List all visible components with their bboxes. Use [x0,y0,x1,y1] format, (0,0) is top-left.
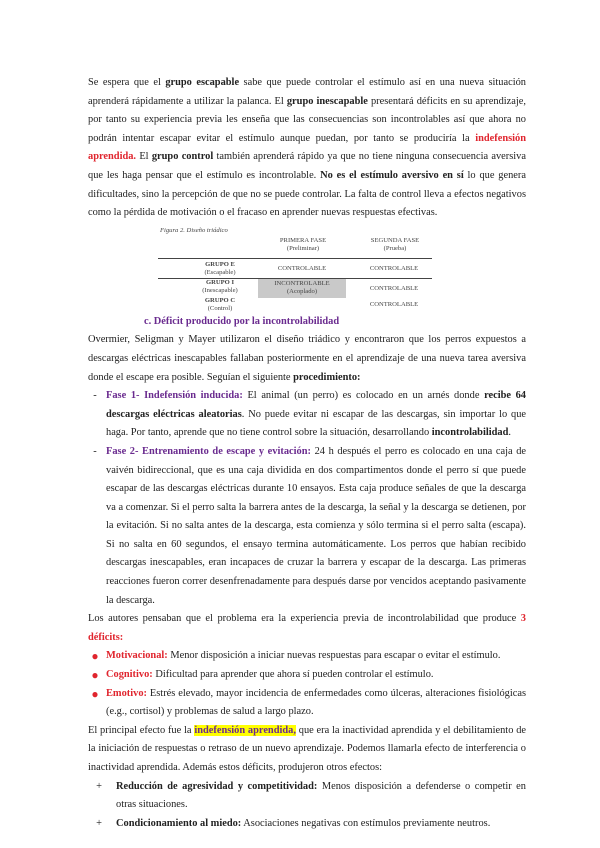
section-heading: c. Déficit producido por la incontrolabilidad [144,315,340,327]
column-header-phase1: PRIMERA FASE (Preliminar) [279,236,327,252]
list-item-fear-conditioning: + Condicionamiento al miedo: Asociaciones negativas con estímulos previamente neutros. [88,815,526,834]
bold-term: grupo inescapable [286,95,368,107]
table-rule [158,258,432,259]
paragraph-intro: Overmier, Seligman y Mayer utilizaron el diseño triádico y encontraron que los perros expuestos a descargas eléctricas inescapables fallaban posteriormente en el aprendizaje de una nueva tarea aversiva donde el escape era posible. Seguían el siguiente procedimiento: [88,334,526,383]
bullet-icon: ● [91,649,99,664]
bullet-icon: ● [91,686,99,701]
plus-marker: + [96,817,102,829]
text: sabe que puede controlar el estímulo así en una nueva situación aprenderá rápidamente a utilizar la palanca. El [88,77,526,107]
bold-term: grupo control [151,151,214,163]
list-item-aggressiveness: + Reducción de agresividad y competitividad: Menos disposición a defenderse o competir en otras situaciones. [88,778,526,815]
row-label-group-c: GRUPO C (Control) [204,296,236,312]
plus-marker: + [96,780,102,792]
highlight-term: indefensión aprendida. [88,132,526,163]
list-item-cognitive: ● Cognitivo: Dificultad para aprender que ahora sí pueden controlar el estímulo. [88,666,526,685]
text: El [136,151,152,163]
cell-controlable: CONTROLABLE [369,264,419,272]
text: Se espera que el [88,77,166,88]
text: también aprenderá rápido ya que no tiene ninguna consecuencia aversiva que les haga pensar que el estímulo es incontrolable. [88,151,526,181]
bullet-icon: ● [91,668,99,683]
paragraph-main-effect: El principal efecto fue la indefensión aprendida, que era la inactividad aprendida y el debilitamiento de la iniciación de respuestas o retraso de un nuevo aprendizaje. Podemos llamarla efecto de interferencia o inactividad aprendida. Además estos déficits, produjeron otros efectos: [88,724,526,773]
cell-controlable: CONTROLABLE [369,300,419,308]
dash-marker: - [93,390,97,402]
row-label-group-i: GRUPO I (Inescapable) [202,278,238,294]
text: lo que genera dificultades, sino la percepción de que no se puede controlar. La falta de control lleva a efectos negativos como la pérdida de motivación o el fracaso en aprender nuevas respuestas efectivas. [88,169,526,219]
cell-controlable: CONTROLABLE [277,264,327,272]
list-item-emotive: ● Emotivo: Estrés elevado, mayor incidencia de enfermedades como úlceras, alteraciones fisiológicas (e.g., cortisol) y problemas de salud a largo plazo. [88,685,526,722]
list-item-motivational: ● Motivacional: Menor disposición a iniciar nuevas respuestas para escapar o evitar el estímulo. [88,647,526,666]
bold-term: grupo escapable [165,77,240,88]
cell-controlable: CONTROLABLE [369,284,419,292]
document-page [88,74,526,833]
dash-marker: - [93,445,97,457]
column-header-phase2: SEGUNDA FASE (Prueba) [370,236,420,252]
bold-term: No es el estímulo aversivo en sí [320,169,464,181]
list-item-phase2: - Fase 2- Entrenamiento de escape y evitación: 24 h después el perro es colocado en una caja de vaivén bidireccional, que es una caja dividida en dos compartimentos donde el perro sí que puede escapar de las descargas eléctricas durante 10 ensayos. Esta caja produce señales de que la descarga va a comenzar. Si el perro salta la barrera antes de la descarga, la señal y la descarga se detienen, por la evitación. Si no salta antes de la descarga, esta comienza y sólo termina si el perro salta (escapa). Si no salta en 60 segundos, el ensayo termina automáticamente. Los perros que habían recibido descargas inescapables, eran incapaces de cruzar la barrera y escapar de la descarga. Las primeras reacciones fueron correr desenfrenadamente para después darse por vencidos aceptando pasivamente la descarga. [88,443,526,610]
paragraph-group-comparison [88,74,526,223]
list-item-phase1: - Fase 1- Indefensión inducida: El animal (un perro) es colocado en un arnés donde recibe 64 descargas eléctricas aleatorias. No puede evitar ni escapar de las descargas, sin importar lo que haga. Por tanto, aprende que no tiene control sobre la situación, desarrollando incontrolabilidad. [88,387,526,443]
triadic-design-figure [88,226,526,312]
text: presentará déficits en su aprendizaje, por tanto su experiencia previa les enseña que las consecuencias son incontrolables así que ahora no podrán intentar escapar evitar el estímulo aunque puedan, por tanto se produciría la [88,95,526,144]
figure-caption: Figura 2. Diseño triádico [160,226,228,234]
paragraph-deficits: Los autores pensaban que el problema era la experiencia previa de incontrolabilidad que produce 3 déficits: [88,613,526,643]
cell-incontrolable: INCONTROLABLE (Acoplado) [258,279,346,298]
row-label-group-e: GRUPO E (Escapable) [204,260,236,276]
